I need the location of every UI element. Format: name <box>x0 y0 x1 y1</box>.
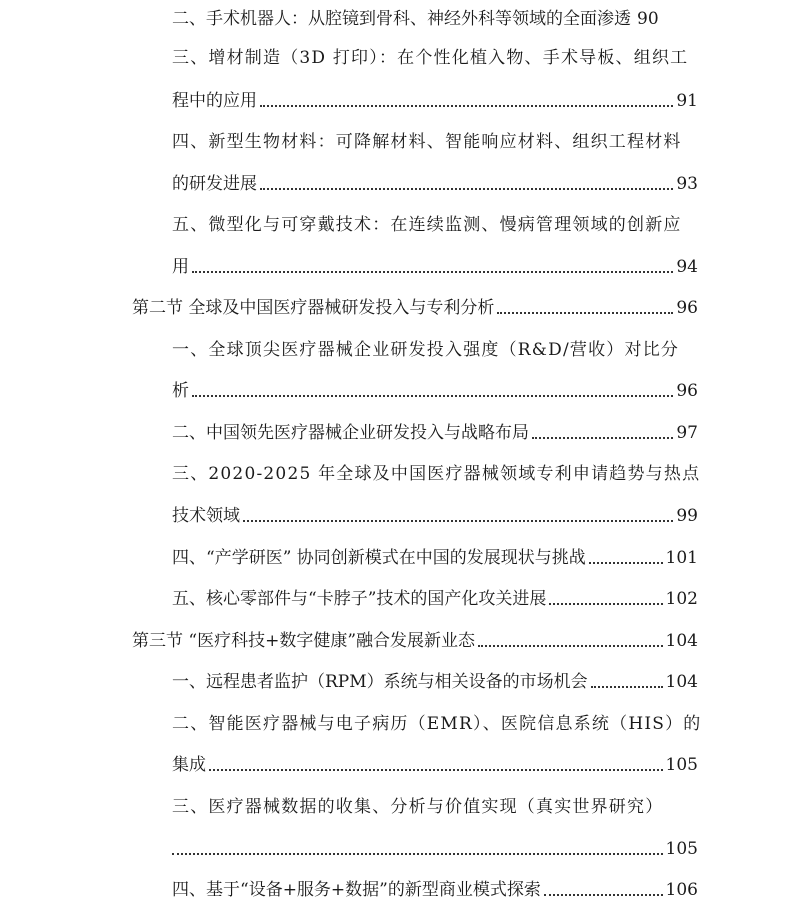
toc-entry[interactable] <box>172 88 698 114</box>
toc-entry-page: 96 <box>676 298 698 318</box>
toc-entry-title-line2: 程中的应用 <box>172 91 257 111</box>
toc-entry-title-line1[interactable]: 三、2020-2025 年全球及中国医疗器械领域专利申请趋势与热点 <box>172 464 701 484</box>
toc-entry[interactable] <box>172 669 698 695</box>
toc-section-entry[interactable] <box>132 295 698 321</box>
toc-entry-page: 102 <box>665 589 698 609</box>
toc-entry[interactable] <box>172 503 698 529</box>
dot-leader <box>260 188 673 190</box>
toc-entry-page: 94 <box>676 257 698 277</box>
dot-leader <box>478 645 663 647</box>
toc-entry[interactable] <box>172 378 698 404</box>
dot-leader <box>192 271 673 273</box>
dot-leader <box>589 562 663 564</box>
toc-entry[interactable] <box>172 420 698 446</box>
toc-entry-title: 四、基于“设备+服务+数据”的新型商业模式探索 <box>172 880 541 900</box>
toc-entry-title-line1[interactable]: 四、新型生物材料：可降解材料、智能响应材料、组织工程材料 <box>172 132 682 152</box>
toc-entry-title: 二、中国领先医疗器械企业研发投入与战略布局 <box>172 423 529 443</box>
toc-entry-page: 99 <box>676 506 698 526</box>
toc-entry[interactable] <box>172 171 698 197</box>
toc-entry-title-line1[interactable]: 一、全球顶尖医疗器械企业研发投入强度（R&D/营收）对比分 <box>172 340 680 360</box>
toc-entry-title: 四、“产学研医” 协同创新模式在中国的发展现状与挑战 <box>172 548 586 568</box>
dot-leader <box>497 312 673 314</box>
toc-section-title: 第三节 “医疗科技+数字健康”融合发展新业态 <box>132 631 476 651</box>
toc-entry-title: 五、核心零部件与“卡脖子”技术的国产化攻关进展 <box>172 589 547 609</box>
dot-leader <box>532 437 673 439</box>
toc-entry-title-line2: 用 <box>172 257 189 277</box>
dot-leader <box>549 603 662 605</box>
toc-entry-page: 105 <box>665 839 698 859</box>
toc-section-entry[interactable] <box>132 628 698 654</box>
toc-entry-title-line2: 的研发进展 <box>172 174 257 194</box>
toc-entry-title: 二、手术机器人：从腔镜到骨科、神经外科等领域的全面渗透 <box>172 9 631 29</box>
dot-leader <box>591 686 663 688</box>
toc-entry-title: 一、远程患者监护（RPM）系统与相关设备的市场机会 <box>172 672 588 692</box>
toc-entry-title-line1[interactable]: 三、医疗器械数据的收集、分析与价值实现（真实世界研究） <box>172 797 664 817</box>
toc-entry-page: 90 <box>637 9 659 29</box>
toc-entry-title-line2: 集成 <box>172 755 206 775</box>
toc-entry-page: 93 <box>676 174 698 194</box>
toc-entry-title-line2: 技术领域 <box>172 506 240 526</box>
toc-entry[interactable] <box>172 586 698 612</box>
toc-section-title: 第二节 全球及中国医疗器械研发投入与专利分析 <box>132 298 495 318</box>
toc-entry-title-line1[interactable]: 三、增材制造（3D 打印）：在个性化植入物、手术导板、组织工 <box>172 48 689 68</box>
toc-entry-page: 97 <box>676 423 698 443</box>
toc-entry-page: 96 <box>676 381 698 401</box>
toc-entry[interactable] <box>172 254 698 280</box>
dot-leader <box>209 769 663 771</box>
dot-leader <box>172 853 663 855</box>
toc-entry-page: 104 <box>665 631 698 651</box>
toc-entry-page: 106 <box>665 880 698 900</box>
toc-entry-page: 104 <box>665 672 698 692</box>
toc-entry[interactable] <box>172 836 698 862</box>
toc-entry[interactable] <box>172 545 698 571</box>
dot-leader <box>544 894 663 896</box>
toc-entry-title-line1[interactable]: 五、微型化与可穿戴技术：在连续监测、慢病管理领域的创新应 <box>172 215 682 235</box>
toc-entry-page: 101 <box>665 548 698 568</box>
toc-entry-page: 91 <box>676 91 698 111</box>
dot-leader <box>243 520 673 522</box>
toc-entry[interactable] <box>172 877 698 903</box>
toc-entry-title-line1[interactable]: 二、智能医疗器械与电子病历（EMR）、医院信息系统（HIS）的 <box>172 714 702 734</box>
toc-entry[interactable] <box>172 752 698 778</box>
dot-leader <box>192 395 673 397</box>
dot-leader <box>260 105 673 107</box>
toc-entry[interactable] <box>172 6 698 32</box>
toc-entry-title-line2: 析 <box>172 381 189 401</box>
toc-entry-page: 105 <box>665 755 698 775</box>
